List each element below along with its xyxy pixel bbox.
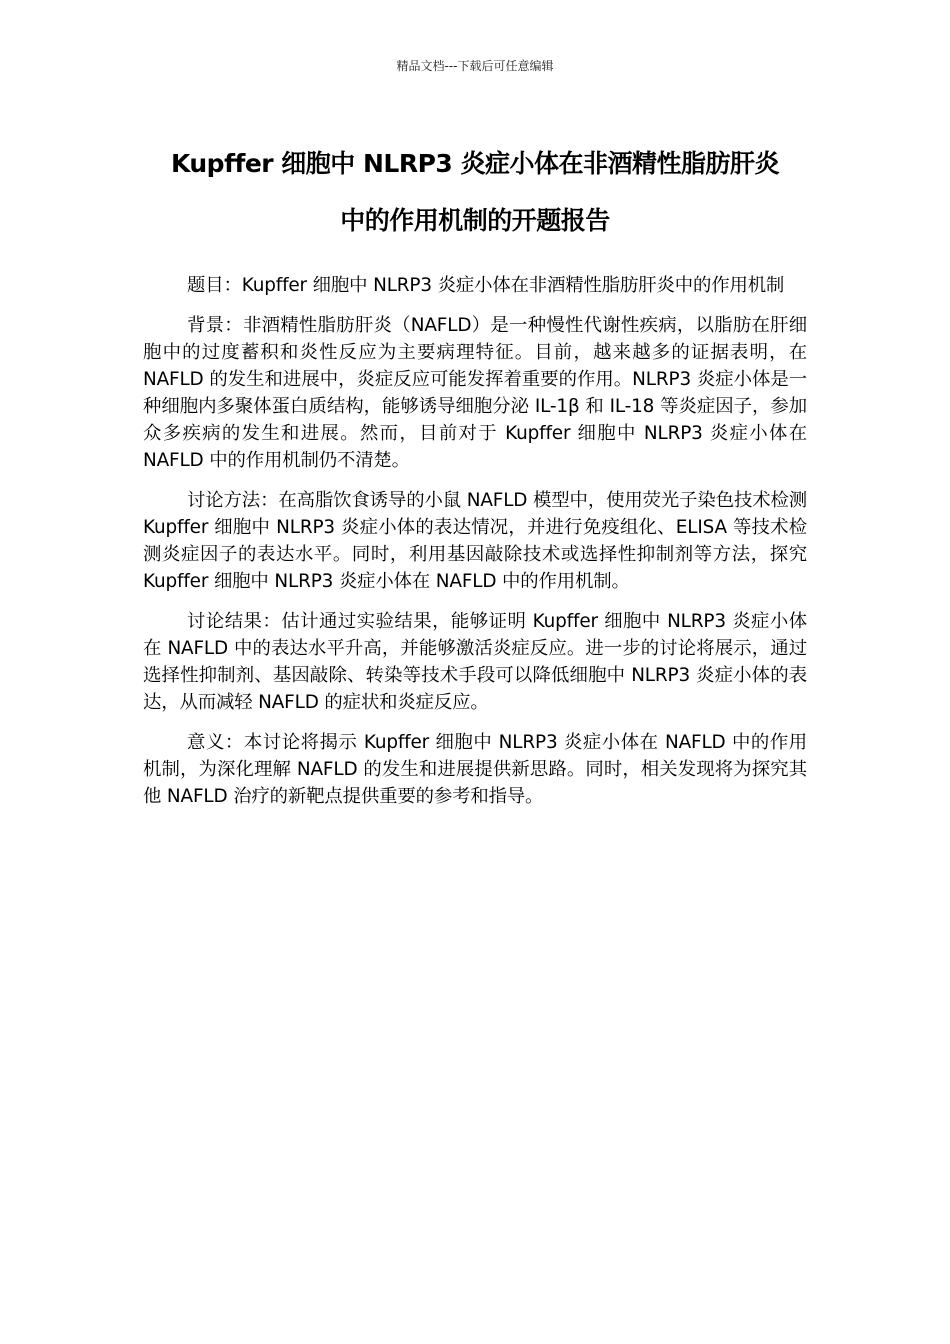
- document-title: [130, 135, 820, 249]
- paragraph-significance: 意义：本讨论将揭示 Kupffer 细胞中 NLRP3 炎症小体在 NAFLD 中的作用机制，为深化理解 NAFLD 的发生和进展提供新思路。同时，相关发现将为探究其他 NAFLD 治疗的新靶点提供重要的参考和指导。: [143, 732, 807, 807]
- paragraph-topic: 题目：Kupffer 细胞中 NLRP3 炎症小体在非酒精性脂肪肝炎中的作用机制: [187, 275, 785, 296]
- header-note: 精品文档---下载后可任意编辑: [396, 59, 554, 73]
- title-line-1: Kupffer 细胞中 NLRP3 炎症小体在非酒精性脂肪肝炎: [170, 149, 780, 178]
- document-body: [143, 272, 807, 823]
- paragraph-background: 背景：非酒精性脂肪肝炎（NAFLD）是一种慢性代谢性疾病，以脂肪在肝细胞中的过度蓄积和炎性反应为主要病理特征。目前，越来越多的证据表明，在 NAFLD 的发生和进展中，炎症反应可能发挥着重要的作用。NLRP3 炎症小体是一种细胞内多聚体蛋白质结构，能够诱导细胞分泌 IL-1β 和 IL-18 等炎症因子，参加众多疾病的发生和进展。然而，目前对于 Kupffer 细胞中 NLRP3 炎症小体在 NAFLD 中的作用机制仍不清楚。: [143, 315, 807, 471]
- paragraph-results: 讨论结果：估计通过实验结果，能够证明 Kupffer 细胞中 NLRP3 炎症小体在 NAFLD 中的表达水平升高，并能够激活炎症反应。进一步的讨论将展示，通过选择性抑制剂、基因敲除、转染等技术手段可以降低细胞中 NLRP3 炎症小体的表达，从而减轻 NAFLD 的症状和炎症反应。: [143, 611, 807, 713]
- title-line-2: 中的作用机制的开题报告: [340, 206, 610, 235]
- paragraph-methods: 讨论方法：在高脂饮食诱导的小鼠 NAFLD 模型中，使用荧光子染色技术检测 Kupffer 细胞中 NLRP3 炎症小体的表达情况，并进行免疫组化、ELISA 等技术检测炎症因子的表达水平。同时，利用基因敲除技术或选择性抑制剂等方法，探究 Kupffer 细胞中 NLRP3 炎症小体在 NAFLD 中的作用机制。: [143, 490, 807, 592]
